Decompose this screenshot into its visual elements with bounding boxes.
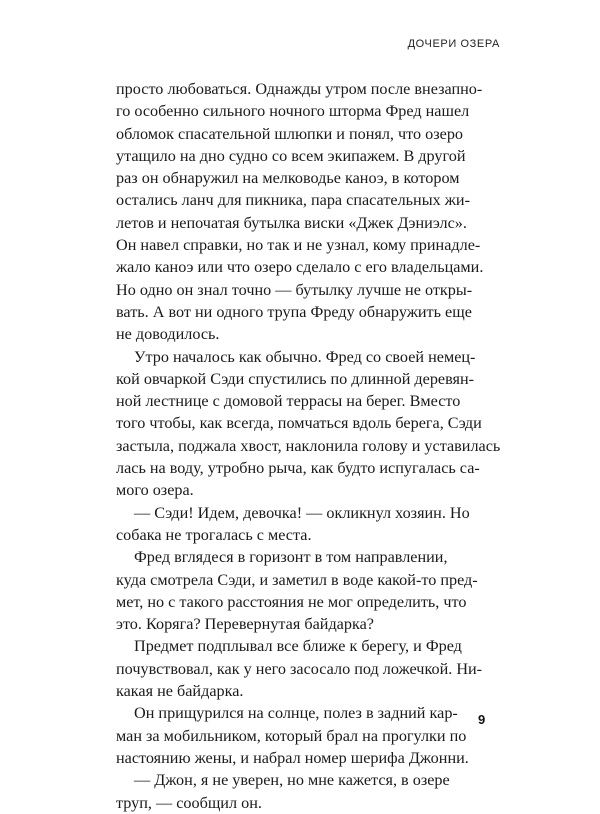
text-line: ной лестнице с домовой террасы на берег. Вместо: [116, 392, 461, 411]
text-line: го особенно сильного ночного шторма Фред нашел: [116, 102, 470, 121]
text-line: Но одно он знал точно — бутылку лучше не откры-: [116, 280, 473, 299]
text-line: лась на воду, утробно рыча, как будто испугалась са-: [116, 459, 480, 478]
text-line: кой овчаркой Сэди спустились по длинной деревян-: [116, 369, 475, 388]
text-line: летов и непочатая бутылка виски «Джек Дэниэлс».: [116, 213, 467, 232]
text-line: это. Коряга? Перевернутая байдарка?: [116, 615, 374, 634]
text-line: утащило на дно судно со всем экипажем. В другой: [116, 146, 466, 165]
text-line: почувствовал, как у него засосало под ложечкой. Ни-: [116, 659, 483, 678]
text-line: Он прищурился на солнце, полез в задний кар-: [134, 704, 458, 723]
text-line: вать. А вот ни одного трупа Фреду обнаружить еще: [116, 302, 472, 321]
text-line: Фред вглядеся в горизонт в том направлении,: [134, 548, 448, 567]
page-number: 9: [478, 712, 486, 727]
text-line: того чтобы, как всегда, помчаться вдоль берега, Сэди: [116, 414, 482, 433]
page-body: [116, 78, 508, 814]
text-line: куда смотрела Сэди, и заметил в воде какой-то пред-: [116, 570, 478, 589]
text-line: просто любоваться. Однажды утром после внезапно-: [116, 80, 483, 98]
text-line: — Сэди! Идем, девочка! — окликнул хозяин. Но: [134, 503, 470, 522]
running-head: ДОЧЕРИ ОЗЕРА: [407, 38, 500, 50]
text-line: мет, но с такого расстояния не мог определить, что: [116, 592, 467, 611]
text-line: Он навел справки, но так и не узнал, кому принадле-: [116, 236, 481, 255]
text-line: застыла, поджала хвост, наклонила голову и уставилась: [116, 436, 501, 455]
text-line: собака не трогалась с места.: [116, 525, 312, 544]
text-line: остались ланч для пикника, пара спасательных жи-: [116, 191, 470, 210]
text-line: обломок спасательной шлюпки и понял, что озеро: [116, 124, 464, 143]
text-line: настоянию жены, и набрал номер шерифа Джонни.: [116, 748, 469, 767]
text-line: ман за мобильником, который брал на прогулки по: [116, 726, 467, 745]
text-line: какая не байдарка.: [116, 682, 244, 701]
text-line: Предмет подплывал все ближе к берегу, и Фред: [134, 637, 462, 656]
text-line: раз он обнаружил на мелководье каноэ, в котором: [116, 169, 460, 188]
text-line: мого озера.: [116, 481, 194, 500]
text-line: жало каноэ или что озеро сделало с его владельцами.: [116, 258, 484, 277]
text-line: Утро началось как обычно. Фред со своей немец-: [134, 347, 476, 366]
text-line: труп, — сообщил он.: [116, 793, 262, 812]
text-line: не доводилось.: [116, 325, 220, 344]
text-line: — Джон, я не уверен, но мне кажется, в озере: [134, 771, 450, 790]
